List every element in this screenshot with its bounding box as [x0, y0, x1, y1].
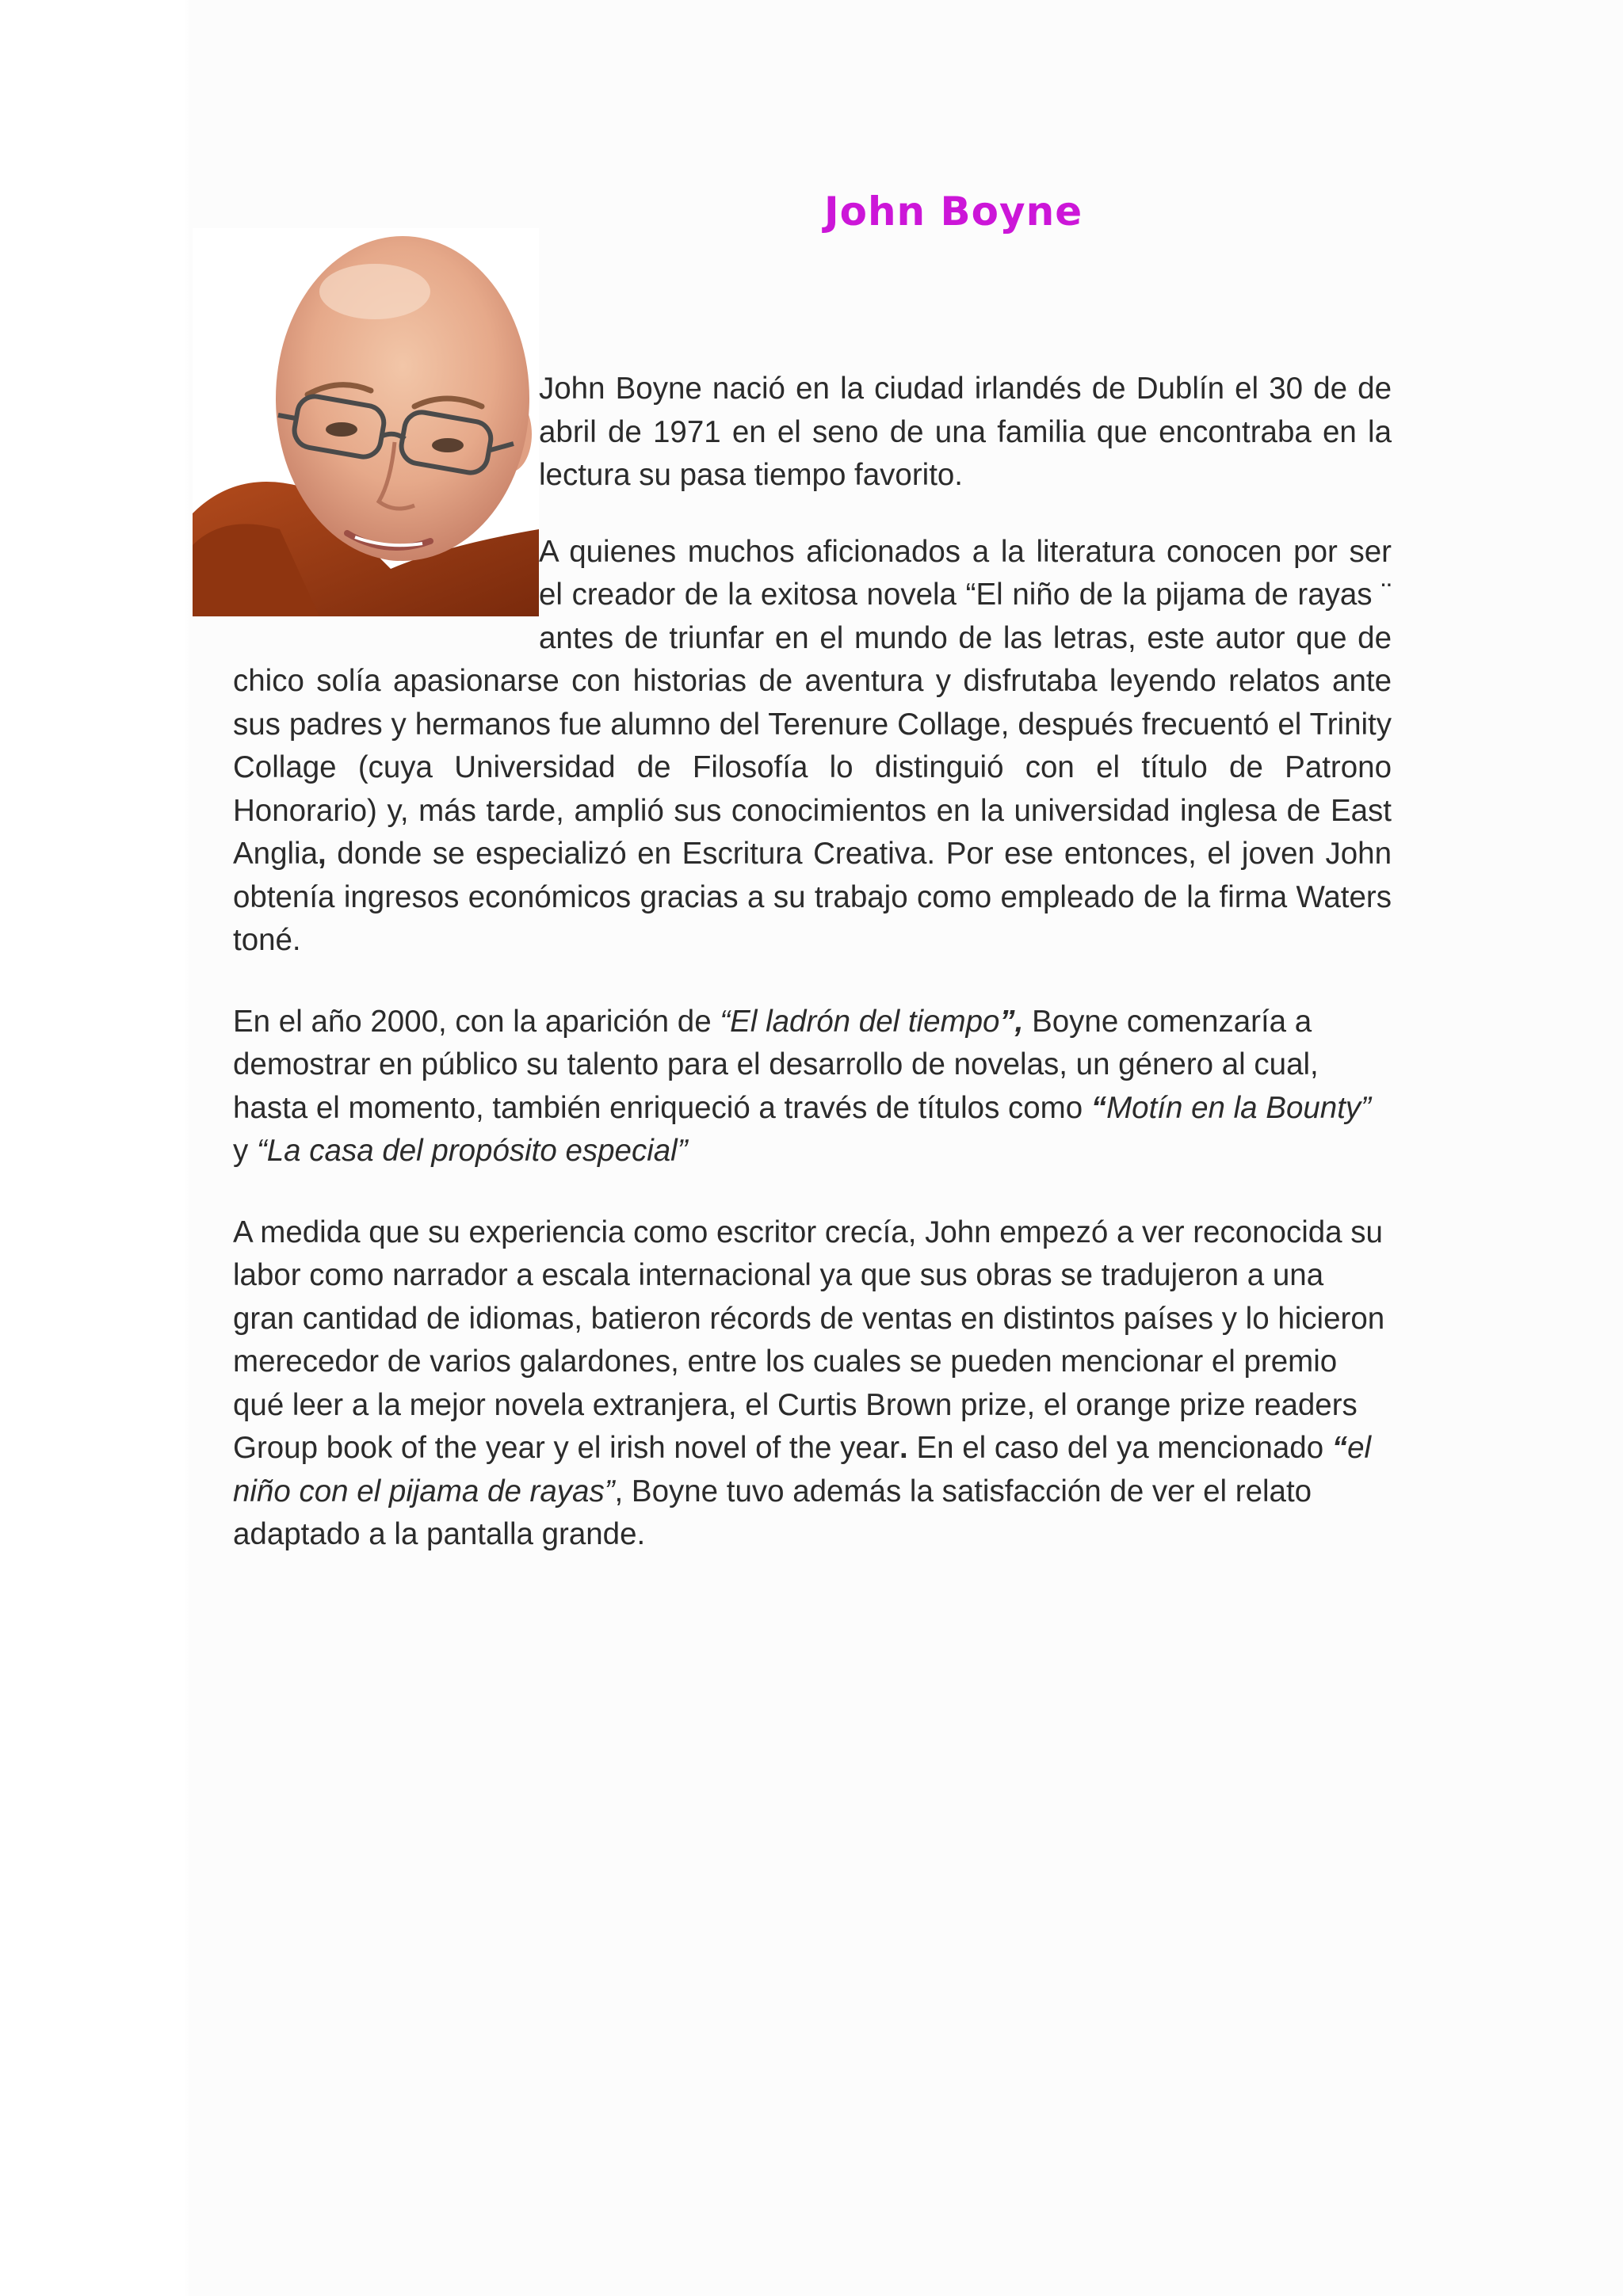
paragraph-recognition-text-c: , Boyne tuvo además la satisfacción de ver el relato adaptado a la pantalla grande.	[233, 1474, 1312, 1551]
paragraph-novels	[233, 1001, 1392, 1173]
book-title-el-nino-con-el-pijama-de-rayas: el niño con el pijama de rayas”	[233, 1431, 1372, 1508]
paragraph-biography-tail: donde se especializó en Escritura Creativa. Por ese entonces, el joven John obtenía ingresos económicos gracias a su trabajo como empleado de la firma Waters toné.	[233, 837, 1392, 957]
paragraph-novels-text-c: y	[233, 1134, 257, 1168]
book-title-motin-en-la-bounty: Motín en la Bounty”	[1106, 1090, 1371, 1125]
book-title-la-casa-del-proposito-especial: “La casa del propósito especial”	[256, 1134, 688, 1168]
closing-quote-bold: ”,	[999, 1004, 1024, 1039]
page-title: John Boyne	[824, 189, 1083, 235]
paragraph-biography	[233, 531, 1392, 963]
paragraph-biography-comma: ,	[318, 837, 327, 871]
opening-quote-bold-2: “	[1331, 1431, 1348, 1465]
paragraph-intro	[233, 368, 1392, 498]
article-body	[233, 368, 1392, 1595]
paragraph-recognition	[233, 1211, 1392, 1557]
book-title-el-ladron-del-tiempo: “El ladrón del tiempo	[720, 1004, 1000, 1039]
opening-quote-bold: “	[1090, 1090, 1107, 1125]
paragraph-intro-text: John Boyne nació en la ciudad irlandés de Dublín el 30 de de abril de 1971 en el seno de una familia que encontraba en la lectura su pasa tiempo favorito.	[539, 372, 1392, 492]
paragraph-novels-text-b: Boyne comenzaría a demostrar en público su talento para el desarrollo de novelas, un género al cual, hasta el momento, también enriqueció a través de títulos como	[233, 1004, 1319, 1125]
paragraph-recognition-text-b: En el caso del ya mencionado	[907, 1431, 1332, 1465]
paragraph-novels-text-a: En el año 2000, con la aparición de	[233, 1004, 720, 1039]
paragraph-biography-text: A quienes muchos aficionados a la literatura conocen por ser el creador de la exitosa novela “El niño de la pijama de rayas ¨ antes de triunfar en el mundo de las letras, este autor que de chico solía apasionarse con historias de aventura y disfrutaba leyendo relatos ante sus padres y hermanos fue alumno del Terenure Collage, después frecuentó el Trinity Collage (cuya Universidad de Filosofía lo distinguió con el título de Patrono Honorario) y, más tarde, amplió sus conocimientos en la universidad inglesa de East Anglia	[233, 534, 1392, 871]
paragraph-recognition-text-a: A medida que su experiencia como escritor crecía, John empezó a ver reconocida su labor como narrador a escala internacional ya que sus obras se tradujeron a una gran cantidad de idiomas, batieron récords de ventas en distintos países y lo hicieron merecedor de varios galardones, entre los cuales se pueden mencionar el premio qué leer a la mejor novela extranjera, el Curtis Brown prize, el orange prize readers Group book of the year y el irish novel of the year	[233, 1215, 1385, 1465]
bold-period: .	[899, 1431, 908, 1465]
